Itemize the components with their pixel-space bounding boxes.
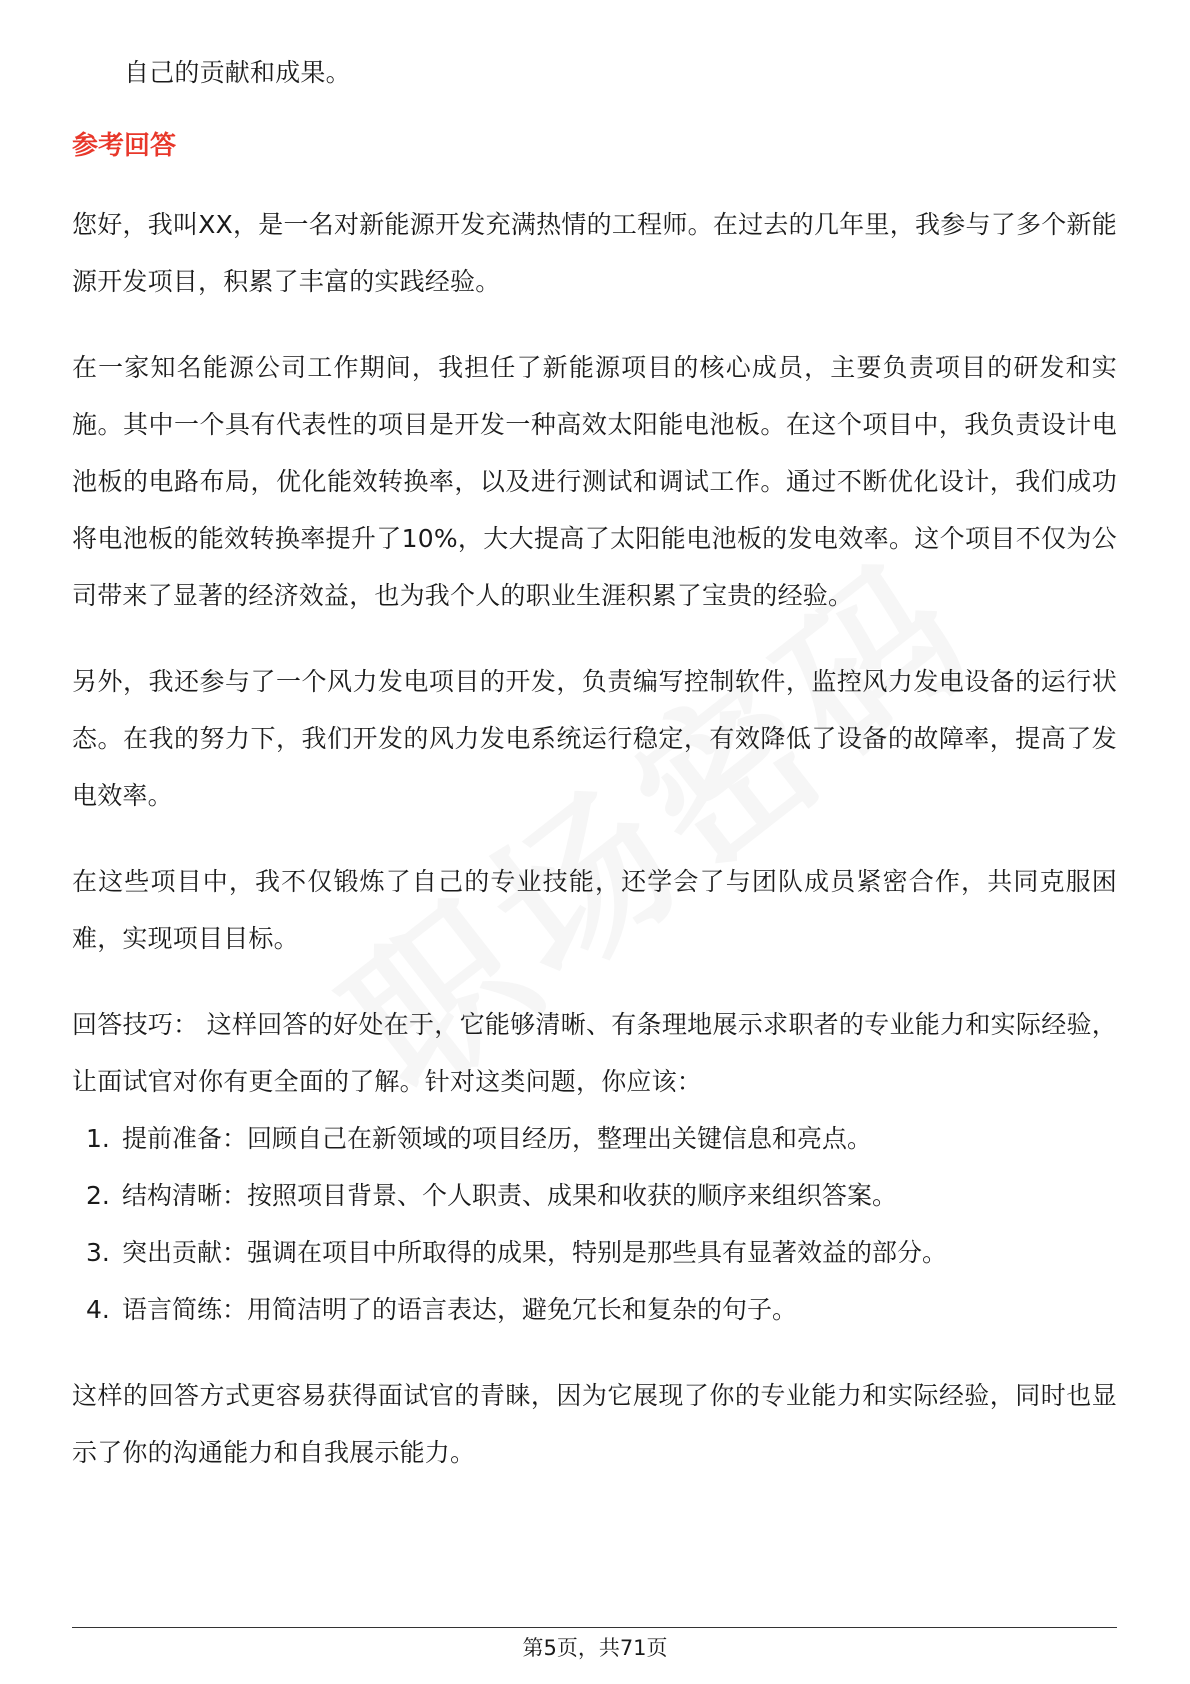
page-content xyxy=(72,44,1117,1481)
list-item-number: 4. xyxy=(86,1295,110,1324)
section-heading: 参考回答 xyxy=(72,131,177,161)
tips-list xyxy=(72,1110,1117,1338)
list-item xyxy=(72,1224,1117,1281)
intro-continuation: 自己的贡献和成果。 xyxy=(124,58,351,87)
footer-divider xyxy=(72,1627,1117,1628)
list-item xyxy=(72,1110,1117,1167)
list-item-text: 突出贡献：强调在项目中所取得的成果，特别是那些具有显著效益的部分。 xyxy=(122,1238,948,1267)
paragraph-solar-project: 在一家知名能源公司工作期间，我担任了新能源项目的核心成员，主要负责项目的研发和实施。其中一个具有代表性的项目是开发一种高效太阳能电池板。在这个项目中，我负责设计电池板的电路布局，优化能效转换率，以及进行测试和调试工作。通过不断优化设计，我们成功将电池板的能效转换率提升了10%，大大提高了太阳能电池板的发电效率。这个项目不仅为公司带来了显著的经济效益，也为我个人的职业生涯积累了宝贵的经验。 xyxy=(72,353,1117,610)
list-item xyxy=(72,1281,1117,1338)
list-item-text: 结构清晰：按照项目背景、个人职责、成果和收获的顺序来组织答案。 xyxy=(122,1181,898,1210)
paragraph-closing: 这样的回答方式更容易获得面试官的青睐，因为它展现了你的专业能力和实际经验，同时也显示了你的沟通能力和自我展示能力。 xyxy=(72,1381,1117,1467)
list-item-number: 1. xyxy=(86,1124,110,1153)
paragraph-wind-project: 另外，我还参与了一个风力发电项目的开发，负责编写控制软件，监控风力发电设备的运行状态。在我的努力下，我们开发的风力发电系统运行稳定，有效降低了设备的故障率，提高了发电效率。 xyxy=(72,667,1117,810)
list-item-text: 语言简练：用简洁明了的语言表达，避免冗长和复杂的句子。 xyxy=(122,1295,798,1324)
paragraph-intro: 您好，我叫XX，是一名对新能源开发充满热情的工程师。在过去的几年里，我参与了多个新能源开发项目，积累了丰富的实践经验。 xyxy=(72,210,1117,296)
list-item-number: 2. xyxy=(86,1181,110,1210)
paragraph-teamwork: 在这些项目中，我不仅锻炼了自己的专业技能，还学会了与团队成员紧密合作，共同克服困难，实现项目目标。 xyxy=(72,867,1117,953)
paragraph-answer-tips: 回答技巧： 这样回答的好处在于，它能够清晰、有条理地展示求职者的专业能力和实际经验，让面试官对你有更全面的了解。针对这类问题，你应该： xyxy=(72,1010,1117,1096)
list-item-number: 3. xyxy=(86,1238,110,1267)
list-item xyxy=(72,1167,1117,1224)
list-item-text: 提前准备：回顾自己在新领域的项目经历，整理出关键信息和亮点。 xyxy=(122,1124,873,1153)
page-number: 第5页，共71页 xyxy=(522,1636,668,1660)
